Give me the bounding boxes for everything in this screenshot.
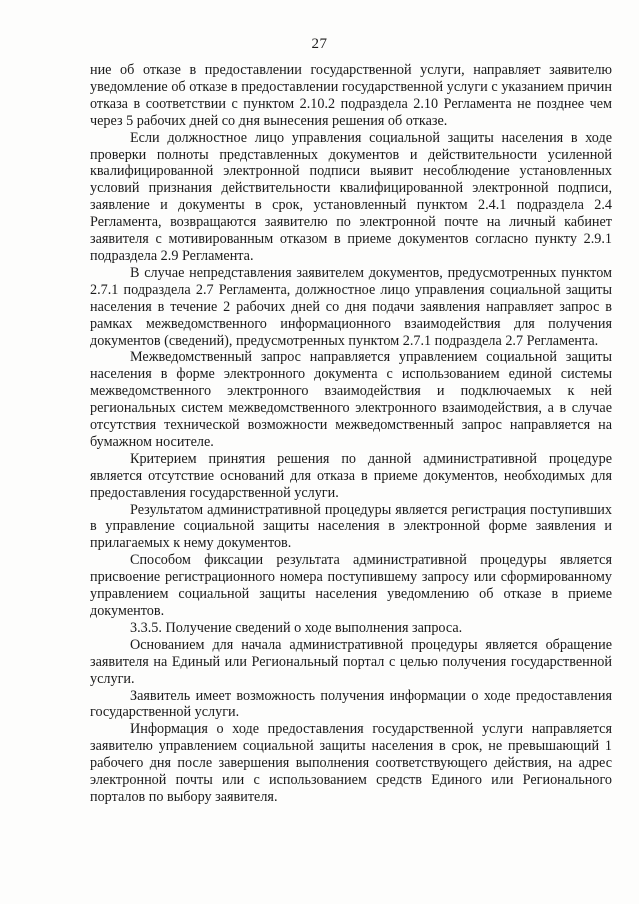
paragraph: Критерием принятия решения по данной административной процедуре является отсутствие оснований для отказа в приеме документов, необходимых для предоставления государственной услуги. [90,450,612,501]
paragraph: Заявитель имеет возможность получения информации о ходе предоставления государственной услуги. [90,687,612,721]
paragraph: ние об отказе в предоставлении государственной услуги, направляет заявителю уведомление об отказе в предоставлении государственной услуги с указанием причин отказа в соответствии с пунктом 2.10.2 подраздела 2.10 Регламента не позднее чем через 5 рабочих дней со дня вынесения решения об отказе. [90,62,612,129]
paragraph: Межведомственный запрос направляется управлением социальной защиты населения в форме электронного документа с использованием единой системы межведомственного электронного взаимодействия и подключаемых к ней региональных систем межведомственного электронного взаимодействия, а в случае отсутствия технической возможности межведомственный запрос направляется на бумажном носителе. [90,349,612,450]
paragraph: Результатом административной процедуры является регистрация поступивших в управление социальной защиты населения в электронной форме заявления и прилагаемых к нему документов. [90,501,612,552]
page-number: 27 [311,36,328,52]
paragraph: Основанием для начала административной процедуры является обращение заявителя на Единый или Региональный портал с целью получения государственной услуги. [90,636,612,687]
section-heading: 3.3.5. Получение сведений о ходе выполнения запроса. [130,619,463,636]
paragraph: Если должностное лицо управления социальной защиты населения в ходе проверки полноты представленных документов и действительности усиленной квалифицированной электронной подписи выявит несоблюдение установленных условий признания действительности квалифицированной электронной подписи, заявление и документы в срок, установленный пунктом 2.4.1 подраздела 2.4 Регламента, возвращаются заявителю по электронной почте на личный кабинет заявителя с мотивированным отказом в приеме документов согласно пункту 2.9.1 подраздела 2.9 Регламента. [90,129,612,264]
document-body [90,62,612,806]
paragraph: Способом фиксации результата административной процедуры является присвоение регистрационного номера поступившему запросу или сформированному управлением социальной защиты населения уведомлению об отказе в приеме документов. [90,552,612,619]
paragraph: Информация о ходе предоставления государственной услуги направляется заявителю управлением социальной защиты населения в срок, не превышающий 1 рабочего дня после завершения выполнения соответствующего действия, на адрес электронной почты или с использованием средств Единого или Регионального порталов по выбору заявителя. [90,721,612,805]
paragraph: В случае непредставления заявителем документов, предусмотренных пунктом 2.7.1 подраздела 2.7 Регламента, должностное лицо управления социальной защиты населения в течение 2 рабочих дней со дня подачи заявления направляет запрос в рамках межведомственного информационного взаимодействия для получения документов (сведений), предусмотренных пунктом 2.7.1 подраздела 2.7 Регламента. [90,264,612,349]
